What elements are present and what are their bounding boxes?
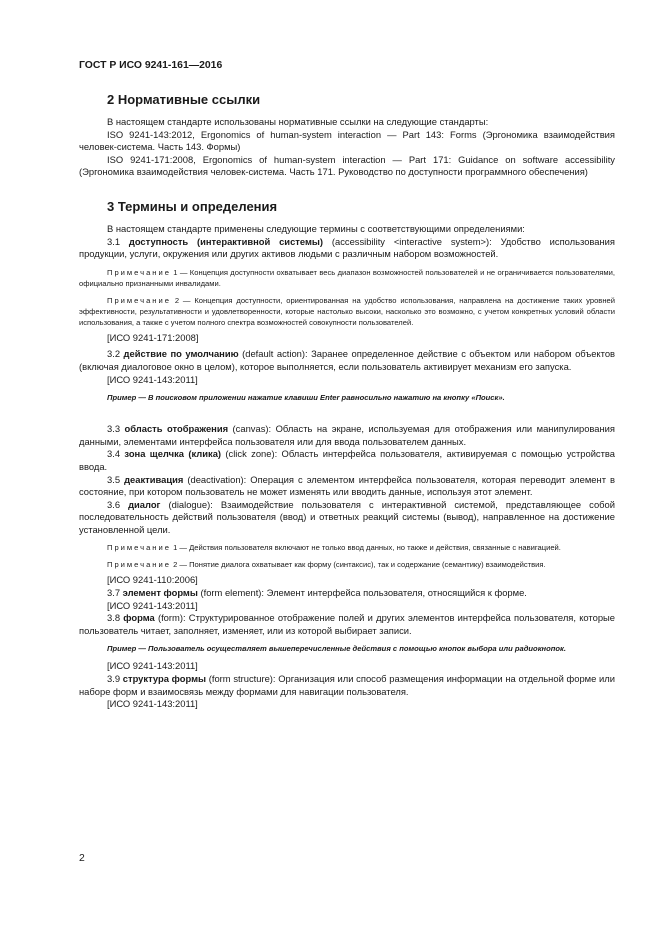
page-number: 2 xyxy=(79,853,85,864)
section-3-heading: 3 Термины и определения xyxy=(107,198,278,214)
term-3-9-name: структура формы xyxy=(122,673,207,685)
term-3-1: 3.1 доступность (интерактивной системы) (accessibility <interactive system>): Удобство использования продукции, услуги, окружения или других активов людьми с различным набором возможностей. xyxy=(79,235,615,260)
term-3-8: 3.8 форма (form): Структурированное отображение полей и других элементов интерфейса пользователя, которые пользователь читает, заполняет, изменяет, или из которой выбирает записи. xyxy=(79,612,616,636)
section-3-intro: В настоящем стандарте применены следующие термины с соответствующими определениями: xyxy=(107,222,525,234)
term-3-3: 3.3 область отображения (canvas): Область на экране, используемая для отображения или манипулирования данными, элементами интерфейса пользователя или для ввода пользователем данных. xyxy=(79,423,615,447)
document-body xyxy=(79,92,615,711)
term-3-2-source: [ИСО 9241-143:2011] xyxy=(107,373,198,385)
term-3-9-source: [ИСО 9241-143:2011] xyxy=(107,698,198,710)
term-3-1-source: [ИСО 9241-171:2008] xyxy=(107,331,199,343)
term-3-7-name: элемент формы xyxy=(122,587,198,599)
term-3-8-name: форма xyxy=(123,612,155,624)
document-code-header: ГОСТ Р ИСО 9241-161—2016 xyxy=(79,60,223,71)
term-3-7: 3.7 элемент формы (form element): Элемент интерфейса пользователя, относящийся к форме. xyxy=(107,587,527,599)
term-3-1-note-2: Примечание 2 — Концепция доступности, ориентированная на удобство использования, направлена на достижение таких уровней эффективности, результативности и удовлетворенности, которые настолько высоки, насколько это возможно, с учетом конкретных условий области использования, а также с учетом полного спектра возможностей совокупности пользователей. xyxy=(79,295,615,327)
term-3-3-name: область отображения xyxy=(124,423,229,435)
term-3-8-source: [ИСО 9241-143:2011] xyxy=(107,660,198,672)
term-3-2-example: Пример — В поисковом приложении нажатие клавиши Enter равносильно нажатию на кнопку «Поиск». xyxy=(107,393,505,403)
term-3-6-source: [ИСО 9241-110:2006] xyxy=(107,574,198,586)
term-3-6-name: диалог xyxy=(128,498,161,510)
term-3-1-note-1: Примечание 1 — Концепция доступности охватывает весь диапазон возможностей пользователей и не ограничивается пользователями, официально признанными инвалидами. xyxy=(79,267,615,288)
term-3-6-note-2: Примечание 2 — Понятие диалога охватывает как форму (синтаксис), так и содержание (семантику) взаимодействия. xyxy=(107,560,546,570)
normative-ref-iso-9241-171: ISO 9241-171:2008, Ergonomics of human-system interaction — Part 171: Guidance on software accessibility (Эргономика взаимодействия человек-система. Часть 171. Руководство по доступности программного обеспечения) xyxy=(79,153,615,178)
term-3-5-name: деактивация xyxy=(124,473,184,485)
term-3-7-source: [ИСО 9241-143:2011] xyxy=(107,599,198,611)
term-3-6-note-1: Примечание 1 — Действия пользователя включают не только ввод данных, но также и действия, связанные с навигацией. xyxy=(107,543,561,553)
section-2-heading: 2 Нормативные ссылки xyxy=(107,92,261,107)
term-3-4-name: зона щелчка (клика) xyxy=(124,448,222,460)
term-3-4: 3.4 зона щелчка (клика) (click zone): Область интерфейса пользователя, активируемая с помощью устройства ввода. xyxy=(79,448,616,472)
term-3-6: 3.6 диалог (dialogue): Взаимодействие пользователя с интерактивной системой, представляющее собой последовательность действий пользователя (ввод) и ответных реакций системы (вывод), направленное на достижение установленной цели. xyxy=(79,498,615,535)
term-3-2-name: действие по умолчанию xyxy=(123,348,239,360)
term-3-5: 3.5 деактивация (deactivation): Операция с элементом интерфейса пользователя, которая переводит элемент в состояние, при котором пользователь не может изменять или вводить данные, используя этот элемент. xyxy=(79,473,615,498)
normative-ref-iso-9241-143: ISO 9241-143:2012, Ergonomics of human-system interaction — Part 143: Forms (Эргономика взаимодействия человек-система. Часть 143. Формы) xyxy=(79,128,615,153)
term-3-2: 3.2 действие по умолчанию (default action): Заранее определенное действие с объектом или набором объектов (включая диалоговое окно в целом), которое выполняется, если пользователь активирует механизм его запуска. xyxy=(79,348,616,372)
term-3-9: 3.9 структура формы (form structure): Организация или способ размещения информации на отдельной форме или наборе форм и взаимосвязь между формами для навигации пользователя. xyxy=(79,673,616,697)
term-3-1-name: доступность (интерактивной системы) xyxy=(128,235,324,247)
section-2-intro: В настоящем стандарте использованы нормативные ссылки на следующие стандарты: xyxy=(107,116,489,127)
term-3-8-example: Пример — Пользователь осуществляет вышеперечисленные действия с помощью кнопок выбора или радиокнопок. xyxy=(107,644,566,654)
